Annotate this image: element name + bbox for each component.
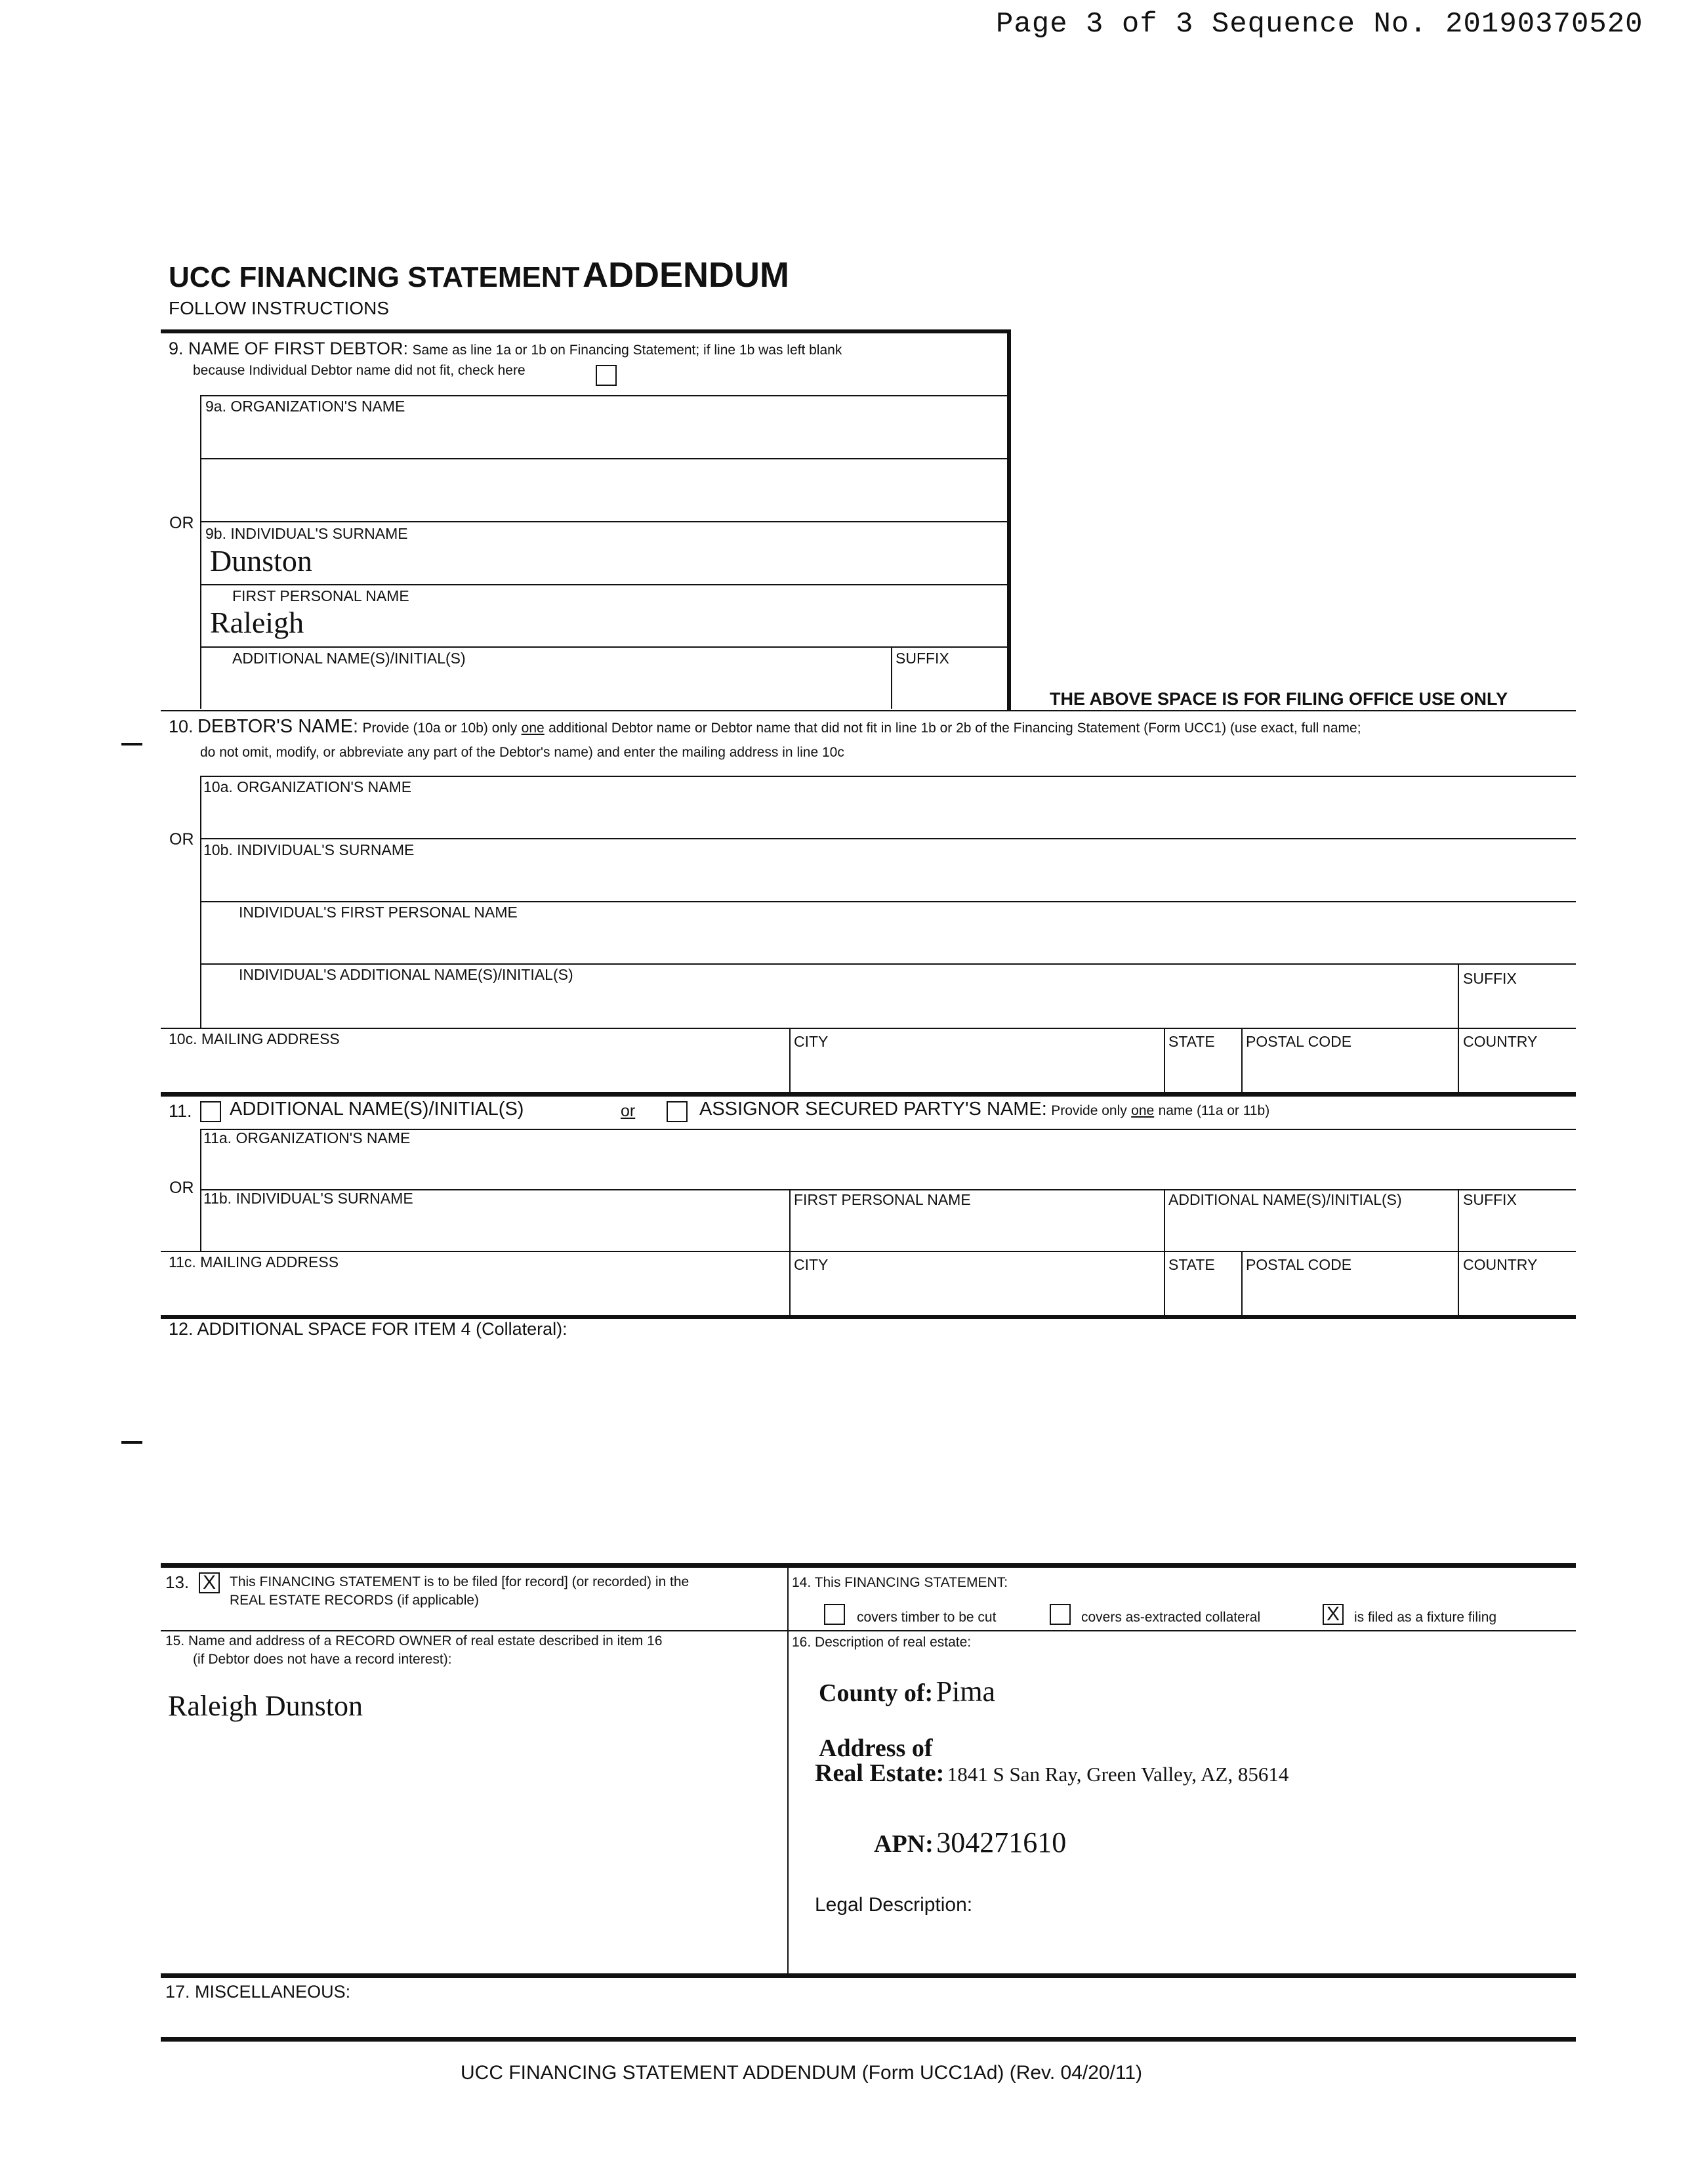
margin-mark-2	[121, 1441, 142, 1444]
item16-apn-value: 304271610	[936, 1826, 1067, 1858]
item11a-label: 11a. ORGANIZATION'S NAME	[203, 1129, 411, 1146]
item11-country-label: COUNTRY	[1463, 1256, 1538, 1273]
item10-state-label: STATE	[1168, 1033, 1215, 1050]
item9-line-a	[200, 395, 1008, 396]
item11-state-label: STATE	[1168, 1256, 1215, 1273]
item11-assignor-checkbox[interactable]	[667, 1101, 688, 1122]
item10-line-c	[200, 901, 1576, 902]
item9b-surname-value: Dunston	[210, 544, 312, 578]
item10-suffix-divider	[1458, 963, 1459, 1029]
item10-or: OR	[169, 830, 194, 849]
item11b-label: 11b. INDIVIDUAL'S SURNAME	[203, 1190, 413, 1207]
item11-or: OR	[169, 1179, 194, 1197]
item9-or: OR	[169, 514, 194, 532]
item16-label: 16. Description of real estate:	[792, 1635, 972, 1650]
item11-top-border	[161, 1092, 1576, 1097]
item15-owner-value: Raleigh Dunston	[168, 1690, 363, 1722]
item15-label1: 15. Name and address of a RECORD OWNER of real estate described in item 16	[165, 1633, 663, 1648]
page-sequence-header: Page 3 of 3 Sequence No. 20190370520	[996, 8, 1643, 41]
item13-14-divider	[787, 1568, 789, 1975]
form-title	[169, 255, 789, 295]
item14-timber-label: covers timber to be cut	[857, 1610, 997, 1625]
item11-suffix-label: SUFFIX	[1463, 1191, 1517, 1208]
item10-line-e	[161, 1028, 1576, 1029]
item11-country-divider	[1458, 1251, 1459, 1315]
item14-fixture-checkbox[interactable]: X	[1323, 1604, 1344, 1625]
item9a-label: 9a. ORGANIZATION'S NAME	[205, 398, 405, 415]
item16-apn-label: APN:	[874, 1830, 934, 1858]
item11-num: 11.	[169, 1101, 192, 1121]
item9-left-border	[200, 395, 201, 709]
item11-first-divider	[789, 1189, 791, 1252]
item11-state-divider	[1164, 1251, 1165, 1315]
item9-line-d	[200, 584, 1008, 585]
item9-line-b	[200, 458, 1008, 459]
item10-desc2: do not omit, modify, or abbreviate any part of the Debtor's name) and enter the mailing address in line 10c	[200, 745, 844, 760]
item11c-label: 11c. MAILING ADDRESS	[169, 1253, 339, 1270]
item9-first-label: FIRST PERSONAL NAME	[232, 587, 409, 604]
item15-top-border	[161, 1630, 1576, 1631]
item9-heading: 9. NAME OF FIRST DEBTOR: Same as line 1a or 1b on Financing Statement; if line 1b was left blank	[169, 339, 842, 358]
item12-label: 12. ADDITIONAL SPACE FOR ITEM 4 (Collateral):	[169, 1319, 567, 1339]
item10c-label: 10c. MAILING ADDRESS	[169, 1030, 340, 1047]
item16-county	[819, 1675, 995, 1708]
item10-state-divider	[1164, 1028, 1165, 1092]
item16-legal-label: Legal Description:	[815, 1894, 973, 1916]
item10-postal-divider	[1241, 1028, 1243, 1092]
item10-postal-label: POSTAL CODE	[1246, 1033, 1352, 1050]
item14-extracted-checkbox[interactable]	[1050, 1604, 1071, 1625]
form-subtitle: FOLLOW INSTRUCTIONS	[169, 298, 390, 318]
item14-fixture-label: is filed as a fixture filing	[1354, 1610, 1497, 1625]
item11-postal-label: POSTAL CODE	[1246, 1256, 1352, 1273]
item9-top-border	[161, 329, 1011, 333]
form-footer: UCC FINANCING STATEMENT ADDENDUM (Form UCC1Ad) (Rev. 04/20/11)	[461, 2062, 1143, 2084]
item13-num: 13.	[165, 1572, 190, 1592]
item16-address-label1: Address of	[819, 1734, 933, 1762]
item11-postal-divider	[1241, 1251, 1243, 1315]
item11-suffix-divider	[1458, 1189, 1459, 1252]
item14-extracted-label: covers as-extracted collateral	[1081, 1610, 1261, 1625]
item10-country-divider	[1458, 1028, 1459, 1092]
item10-line-a	[200, 776, 1576, 777]
item14-label: 14. This FINANCING STATEMENT:	[792, 1575, 1008, 1590]
item9-desc2: because Individual Debtor name did not fit, check here	[193, 363, 526, 378]
item10-heading: 10. DEBTOR'S NAME: Provide (10a or 10b) only one additional Debtor name or Debtor name that did not fit in line 1b or 2b of the Financing Statement (Form UCC1) (use exact, full name;	[169, 716, 1361, 737]
item9-suffix-divider	[891, 646, 892, 709]
item10-country-label: COUNTRY	[1463, 1033, 1538, 1050]
item16-address	[815, 1759, 1288, 1788]
item14-timber-checkbox[interactable]	[824, 1604, 845, 1625]
item9-line-c	[200, 521, 1008, 522]
filing-office-note: THE ABOVE SPACE IS FOR FILING OFFICE USE ONLY	[1050, 689, 1508, 709]
item10-left-border	[200, 776, 201, 1029]
item13-top-border	[161, 1563, 1576, 1568]
item16-county-label: County of:	[819, 1679, 934, 1707]
item10a-label: 10a. ORGANIZATION'S NAME	[203, 778, 412, 795]
item13-checkbox[interactable]: X	[199, 1572, 220, 1593]
form-title-main: UCC FINANCING STATEMENT	[169, 261, 580, 293]
item11-additional-divider	[1164, 1189, 1165, 1252]
item9-suffix-label: SUFFIX	[896, 650, 949, 667]
item10-city-label: CITY	[794, 1033, 829, 1050]
form-title-big: ADDENDUM	[583, 255, 789, 295]
item10-line-d	[200, 963, 1576, 965]
item11-left-border	[200, 1129, 201, 1252]
item10b-label: 10b. INDIVIDUAL'S SURNAME	[203, 841, 415, 858]
item13-text2: REAL ESTATE RECORDS (if applicable)	[230, 1593, 480, 1608]
item16-county-value: Pima	[936, 1675, 996, 1708]
item17-label: 17. MISCELLANEOUS:	[165, 1982, 351, 2002]
item17-top-border	[161, 1973, 1576, 1978]
item11-additional-checkbox[interactable]	[200, 1101, 221, 1122]
margin-mark-1	[121, 743, 142, 746]
item17-bottom-border	[161, 2037, 1576, 2042]
item11-additional-label: ADDITIONAL NAME(S)/INITIAL(S)	[230, 1099, 524, 1120]
item16-address-value: 1841 S San Ray, Green Valley, AZ, 85614	[947, 1763, 1289, 1786]
item10-additional-label: INDIVIDUAL'S ADDITIONAL NAME(S)/INITIAL(S)	[239, 966, 573, 983]
item9-checkbox[interactable]	[596, 365, 617, 386]
item9-additional-label: ADDITIONAL NAME(S)/INITIAL(S)	[232, 650, 466, 667]
item16-apn	[874, 1826, 1066, 1859]
item11-or-word: or	[621, 1102, 636, 1120]
item10-suffix-label: SUFFIX	[1463, 970, 1517, 987]
item13-text1: This FINANCING STATEMENT is to be filed [for record] (or recorded) in the	[230, 1574, 690, 1589]
item10-city-divider	[789, 1028, 791, 1092]
item11-assignor-heading: ASSIGNOR SECURED PARTY'S NAME: Provide only one name (11a or 11b)	[699, 1099, 1270, 1120]
item10-top-border	[161, 710, 1576, 711]
item9-line-e	[200, 646, 1008, 648]
item11-additional-name-label: ADDITIONAL NAME(S)/INITIAL(S)	[1168, 1191, 1402, 1208]
item16-address-label2: Real Estate:	[815, 1759, 945, 1787]
item9-right-border	[1007, 329, 1011, 710]
item9b-label: 9b. INDIVIDUAL'S SURNAME	[205, 525, 408, 542]
item11-line-c	[161, 1251, 1576, 1252]
item10-line-b	[200, 838, 1576, 839]
item15-label2: (if Debtor does not have a record interest):	[193, 1652, 452, 1667]
item10-first-label: INDIVIDUAL'S FIRST PERSONAL NAME	[239, 904, 518, 921]
item9-first-value: Raleigh	[210, 606, 304, 639]
item11-city-label: CITY	[794, 1256, 829, 1273]
item11-city-divider	[789, 1251, 791, 1315]
item11-first-label: FIRST PERSONAL NAME	[794, 1191, 971, 1208]
